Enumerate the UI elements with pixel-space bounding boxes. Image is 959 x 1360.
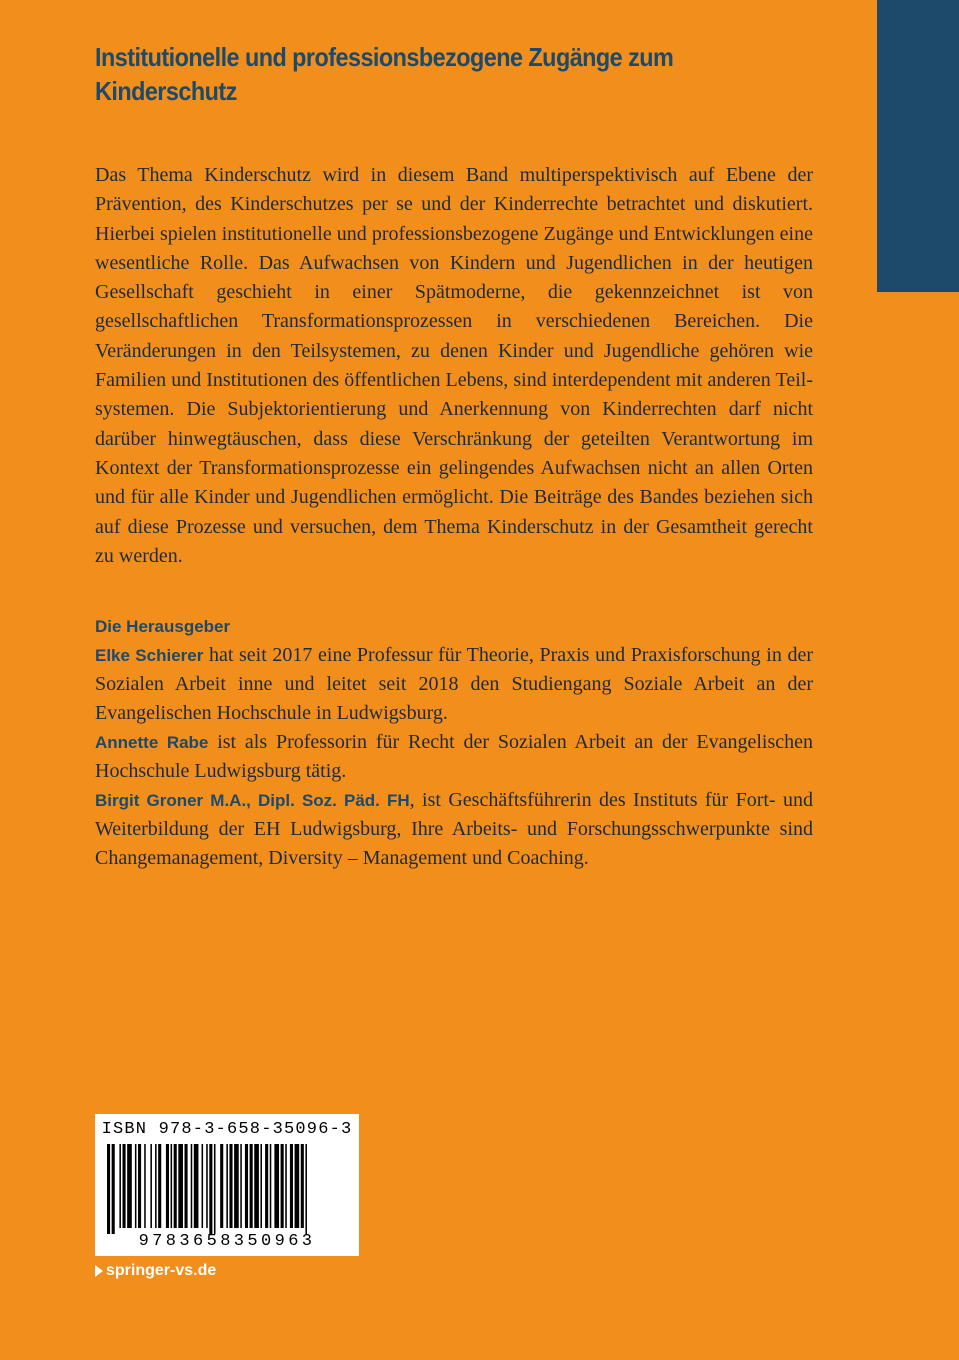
barcode-bar (290, 1144, 293, 1228)
barcode-bar (112, 1144, 115, 1234)
book-abstract: Das Thema Kinderschutz wird in diesem Band multiperspektivisch auf Ebene der Prävention, des Kinderschutzes per se und der Kinderrechte betrachtet und diskutiert. Hierbei spielen institutionelle und professionsbezogene Zugänge und Entwicklungen eine wesentliche Rolle. Das Aufwachsen von Kindern und Jugendlichen in der heutigen Gesellschaft geschieht in einer Spätmoderne, die gekennzeichnet ist von gesellschaftlichen Transformationsprozessen in verschiedenen Bereichen. Die Veränderungen in den Teilsystemen, zu denen Kinder und Jugendliche gehören wie Familien und Institutionen des öffentlichen Lebens, sind interdependent mit anderen Teilsystemen. Die Subjektorientierung und Anerkennung von Kinderrechten darf nicht darüber hinwegtäuschen, dass diese Verschränkung der geteilten Verantwortung im Kontext der Transformationsprozesse ein gelingendes Aufwachsen nicht an allen Orten und für alle Kinder und Jugendlichen ermöglicht. Die Beiträge des Bandes beziehen sich auf diese Prozesse und versuchen, dem Thema Kinderschutz in der Gesamtheit gerecht zu werden. (95, 164, 813, 567)
editor-bio (95, 786, 813, 873)
barcode-bar (166, 1144, 169, 1228)
barcode-bar (185, 1144, 188, 1228)
barcode-bar (285, 1144, 287, 1228)
barcode-bar (191, 1144, 193, 1228)
barcode-bar (119, 1144, 121, 1228)
website-text: springer-vs.de (106, 1262, 217, 1279)
barcode-bar (107, 1144, 110, 1234)
barcode-bar (174, 1144, 177, 1228)
barcode-bar (281, 1144, 284, 1228)
barcode-bar (220, 1144, 223, 1228)
barcode-bar (295, 1144, 300, 1228)
barcode-bar (155, 1144, 157, 1228)
barcode-bar (138, 1144, 141, 1228)
barcode-bar (209, 1144, 212, 1234)
arrow-right-icon (95, 1265, 103, 1277)
publisher-website[interactable] (95, 1262, 216, 1280)
barcode-bar (127, 1144, 132, 1228)
barcode-bars (95, 1144, 359, 1234)
barcode-bar (226, 1144, 228, 1228)
editor-bio (95, 728, 813, 786)
barcode-bar (260, 1144, 262, 1228)
editors-section (95, 612, 813, 873)
barcode-bar (254, 1144, 259, 1228)
barcode-bar (301, 1144, 304, 1228)
barcode-bar (150, 1144, 152, 1228)
editor-description: ist als Professorin für Recht der Sozialen Arbeit an der Evangelischen Hochschule Ludwigsburg tätig. (95, 731, 813, 782)
barcode-bar (229, 1144, 232, 1228)
corner-color-bar (877, 0, 959, 292)
editor-name: Birgit Groner M.A., Dipl. Soz. Päd. FH (95, 791, 410, 810)
barcode-bar (305, 1144, 307, 1234)
barcode-bar (158, 1144, 161, 1228)
barcode-bar (171, 1144, 173, 1228)
barcode-bar (214, 1144, 216, 1234)
barcode-bar (274, 1144, 279, 1228)
isbn-digits: 9783658350963 (138, 1232, 316, 1251)
barcode-bar (135, 1144, 137, 1228)
barcode-bar (206, 1144, 208, 1228)
barcode-bar (123, 1144, 126, 1228)
barcode-bar (144, 1144, 146, 1228)
book-title: Institutionelle und professionsbezogene Zugänge zum Kinderschutz (95, 42, 674, 106)
barcode-bar (250, 1144, 253, 1228)
barcode-bar (270, 1144, 272, 1228)
barcode-bar (178, 1144, 183, 1228)
barcode-bar (240, 1144, 242, 1228)
isbn-barcode (95, 1114, 359, 1256)
barcode-bar (202, 1144, 204, 1228)
editor-name: Annette Rabe (95, 733, 209, 752)
editors-heading: Die Herausgeber (95, 617, 231, 636)
isbn-label: ISBN 978-3-658-35096-3 (101, 1120, 353, 1139)
editor-name: Elke Schierer (95, 646, 204, 665)
barcode-bar (245, 1144, 248, 1228)
editor-description: , ist Geschäftsführerin des Instituts für Fort- und Weiterbildung der EH Ludwigsburg, Ihre Arbeits- und Forschungsschwerpunkte sind Changemanagement, Diversity – Management und Coaching. (95, 789, 813, 869)
barcode-bar (265, 1144, 268, 1228)
barcode-bar (194, 1144, 199, 1228)
editor-bio (95, 641, 813, 728)
barcode-bar (234, 1144, 239, 1228)
editor-description: hat seit 2017 eine Professur für Theorie, Praxis und Praxisforschung in der Sozialen Arbeit inne und leitet seit 2018 den Studiengang Soziale Arbeit an der Evangelischen Hochschule in Ludwigsburg. (95, 644, 813, 724)
